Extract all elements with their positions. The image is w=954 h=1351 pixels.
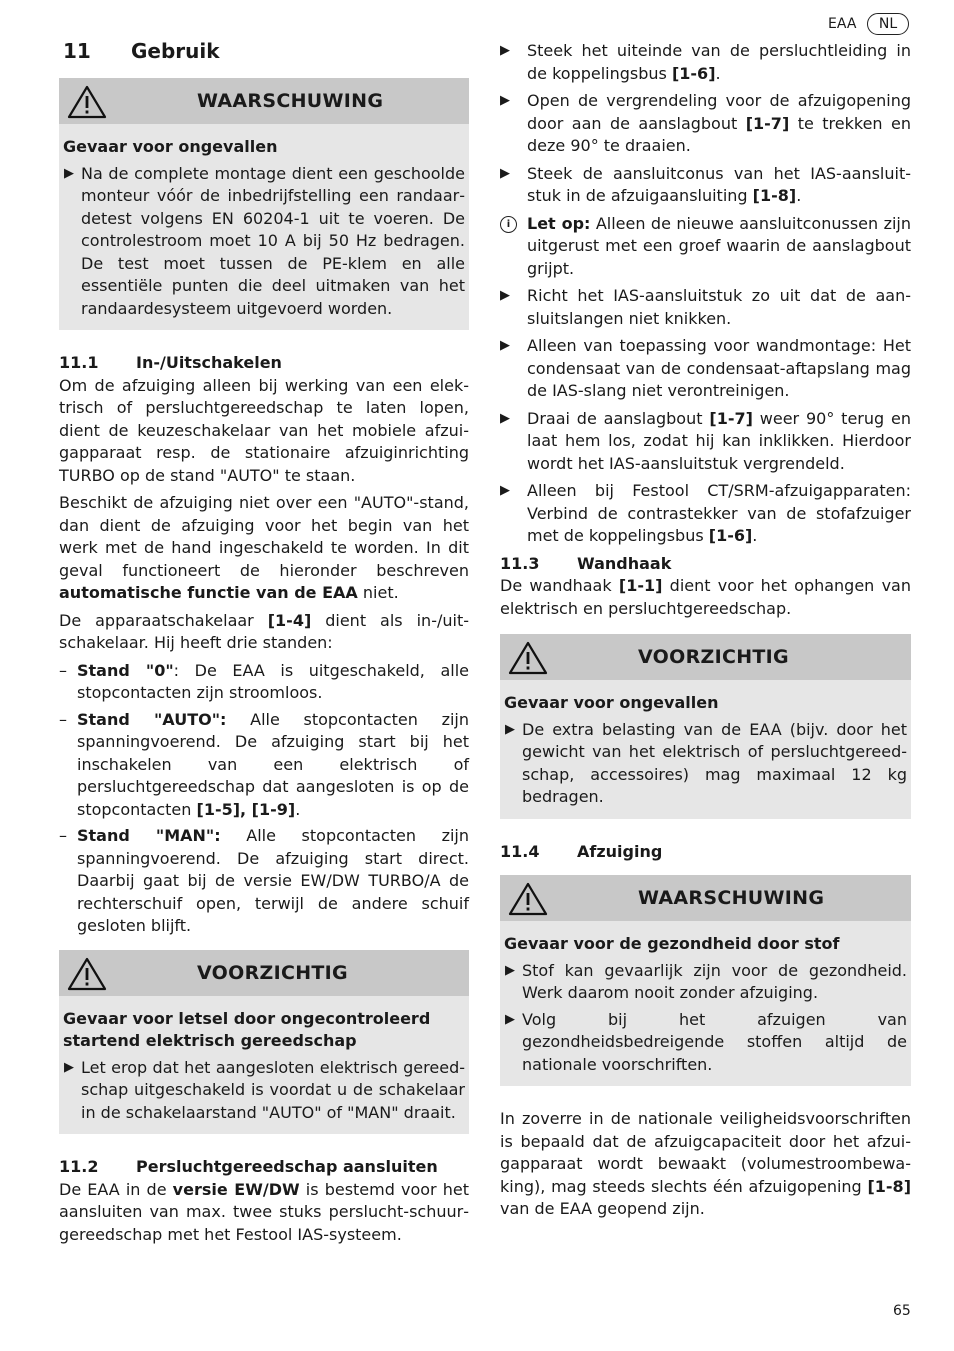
text-run-bold: [1-1]: [618, 576, 663, 595]
text-run: Open de vergrendeling voor de afzuigopening door aan de aanslagbout: [527, 91, 911, 133]
text-run: De EAA in de: [59, 1179, 173, 1199]
caution-box-accidents: [500, 634, 911, 819]
text-run: te trekken en deze 90° te draaien.: [527, 113, 911, 155]
list-item-text: De extra belasting van de EAA (bijv. door het gewicht van het elektrisch of persluchtgereedschap, accessoires) mag maximaal 12 kg bedragen.: [522, 719, 907, 806]
triangle-right-icon: ▶: [500, 288, 510, 303]
left-column: [59, 38, 469, 1251]
caution-subtitle: Gevaar voor letsel door ongecontroleerd startend elektrisch gereedschap: [63, 1008, 431, 1050]
section-number: 11.4: [500, 841, 540, 861]
text-run: dient als in-/uitschakelaar. Hij heeft drie standen:: [59, 610, 470, 652]
warning-box-body: [59, 124, 469, 330]
warning-box-header: [500, 875, 911, 921]
section-number: 11.2: [59, 1157, 99, 1176]
list-item: [500, 40, 911, 85]
triangle-right-icon: ▶: [500, 338, 510, 353]
warning-box-body: [500, 921, 911, 1086]
text-run: weer 90° terug en laat hem los, zodat hij kan inklikken. Hierdoor wordt het IAS-aansluitstuk vergrendeld.: [527, 408, 912, 473]
warning-box-header: [59, 78, 469, 124]
list-item: [504, 719, 907, 809]
text-run-bold: [1-4]: [267, 610, 312, 630]
text-run: De apparaatschakelaar: [59, 610, 268, 630]
section-heading-11: [59, 40, 469, 66]
text-run: Alleen bij Festool CT/SRM-afzuigapparaten: Verbind de contrastekker van de stofafzuiger met de koppelingsbus: [527, 481, 911, 545]
dash-marker: –: [59, 660, 67, 680]
text-run: .: [295, 799, 301, 819]
note-item: [500, 213, 911, 281]
warning-triangle-icon: [67, 957, 107, 991]
section-number: 11.3: [500, 553, 540, 573]
warning-title: WAARSCHUWING: [638, 887, 825, 909]
warning-triangle-icon: [67, 85, 107, 119]
text-run-bold: Stand "0": [77, 660, 174, 680]
section-heading-11-1: [59, 352, 469, 375]
warning-triangle-icon: [508, 641, 548, 675]
right-column: [500, 40, 911, 1226]
text-run-bold: [1-7]: [709, 408, 753, 428]
triangle-right-icon: ▶: [500, 93, 510, 108]
text-run: In zoverre in de nationale veiligheidsvoorschriften is bepaald dat de afzuigcapaciteit door het afzuigapparaat wordt bewaakt (volumestroombewaking), mag steeds slechts één afzuigopening: [500, 1109, 911, 1196]
dash-item: [59, 709, 469, 822]
triangle-right-icon: ▶: [505, 1011, 515, 1027]
text-run: Steek de aansluitconus van het IAS-aansluitstuk in de afzuigaansluiting: [527, 163, 911, 205]
triangle-right-icon: ▶: [505, 962, 515, 978]
warning-subtitle: Gevaar voor ongevallen: [63, 137, 278, 156]
list-item: [500, 163, 911, 208]
paragraph: [59, 1179, 469, 1247]
caution-box-body: [500, 680, 911, 819]
section-heading-11-2: [59, 1156, 469, 1179]
list-item: [63, 1057, 465, 1125]
text-run-bold: [1-5], [1-9]: [196, 799, 296, 819]
triangle-right-icon: ▶: [500, 43, 510, 58]
warning-subtitle: Gevaar voor de gezondheid door stof: [504, 934, 840, 953]
text-run-bold: [1-7]: [745, 113, 790, 133]
warning-triangle-icon: [508, 882, 548, 916]
triangle-right-icon: ▶: [500, 165, 510, 181]
header-product: EAA: [828, 16, 857, 32]
page-number: 65: [893, 1303, 911, 1319]
triangle-right-icon: ▶: [500, 483, 510, 498]
info-icon: i: [500, 216, 517, 233]
text-run: dient voor het ophangen van elektrisch en persluchtgereedschap.: [500, 576, 911, 618]
text-run: .: [796, 186, 802, 205]
section-title: Wandhaak: [577, 553, 672, 573]
text-run-bold: [1-8]: [867, 1176, 911, 1196]
list-item-text: Na de complete montage dient een geschoolde monteur vóór de inbedrijfstelling een randaardetest volgens EN 60204-1 uit te voeren. De controlestroom moet 10 A bij 50 Hz bedragen. De test moet tussen de PE-klem en alle essentiële punten die deel uitmaken van het randaardesysteem uitgevoerd worden.: [81, 163, 465, 318]
triangle-right-icon: ▶: [64, 165, 74, 181]
dash-item: [59, 825, 469, 938]
list-item: [500, 480, 911, 548]
caution-box-header: [500, 634, 911, 680]
text-run: .: [752, 526, 758, 545]
section-heading-11-3: [500, 553, 911, 576]
text-run: is bestemd voor het aansluiten van max. twee stuks perslucht-schuurgereedschap met het Festool IAS-systeem.: [59, 1179, 470, 1244]
paragraph: [59, 610, 469, 655]
dash-item: [59, 660, 469, 705]
caution-box-injury: [59, 950, 469, 1135]
list-item-text: Stof kan gevaarlijk zijn voor de gezondheid. Werk daarom nooit zonder afzuiging.: [522, 960, 907, 1002]
text-run: niet.: [357, 583, 399, 602]
text-run: Alleen de nieuwe aansluitconussen zijn uitgerust met een groef waarin de aanslagbout grijpt.: [527, 213, 912, 278]
list-item: [504, 1009, 907, 1077]
triangle-right-icon: ▶: [505, 721, 515, 737]
text-run: van de EAA geopend zijn.: [500, 1199, 705, 1218]
text-run: Steek het uiteinde van de persluchtleiding in de koppelingsbus: [527, 41, 911, 83]
section-title: Afzuiging: [577, 841, 663, 861]
triangle-right-icon: ▶: [64, 1059, 74, 1075]
list-item: [63, 163, 465, 321]
section-title: In-/Uitschakelen: [136, 353, 282, 372]
paragraph: Om de afzuiging alleen bij werking van een elektrisch of persluchtgereedschap te laten lopen, dient de keuzeschakelaar van het mobiele afzuigapparaat resp. de stationaire afzuiginrichting TURBO op de stand "AUTO" te staan.: [59, 375, 469, 485]
text-run: Alle stopcontacten zijn spanningvoerend. De afzuiging start bij het inschakelen van een elektrisch of persluchtgereedschap dat aangesloten is op de stopcontacten: [77, 709, 470, 819]
text-run: De wandhaak: [500, 576, 619, 595]
text-run-bold: [1-8]: [752, 186, 797, 205]
list-item: [504, 960, 907, 1005]
text-run-bold: Stand "AUTO":: [77, 709, 227, 729]
text-run: Beschikt de afzuiging niet over een "AUTO"-stand, dan dient de afzuiging voor het begin van het werk met de hand ingeschakeld te worden. In dit geval functioneert de hieronder beschreven: [59, 493, 469, 580]
list-item: [500, 335, 911, 403]
caution-subtitle: Gevaar voor ongevallen: [504, 693, 719, 712]
text-run-bold: versie EW/DW: [172, 1179, 300, 1199]
text-run: Richt het IAS-aansluitstuk zo uit dat de aansluitslangen niet knikken.: [527, 286, 911, 328]
section-heading-11-4: [500, 841, 911, 864]
warning-title: WAARSCHUWING: [197, 90, 384, 112]
dash-marker: –: [59, 826, 67, 845]
paragraph: [59, 492, 469, 605]
paragraph: [500, 575, 911, 620]
list-item: [500, 90, 911, 158]
section-number: 11: [63, 39, 91, 63]
caution-box-header: [59, 950, 469, 996]
text-run-bold: automatische functie van de EAA: [59, 583, 358, 602]
text-run: Alle stopcontacten zijn spanningvoerend. De afzuiging start direct. Daarbij gaat bij de versie EW/DW TURBO/A de rechterschuif open, terwijl de andere schuif gesloten blijft.: [77, 826, 469, 935]
text-run: Draai de aanslagbout: [527, 408, 710, 428]
caution-title: VOORZICHTIG: [197, 961, 348, 984]
section-number: 11.1: [59, 353, 99, 372]
text-run-bold: Stand "MAN":: [77, 826, 221, 845]
text-run: Alleen van toepassing voor wandmontage: Het condensaat van de condensaat-aftapslang mag de IAS-slang niet verontreinigen.: [527, 336, 911, 400]
text-run: .: [715, 63, 721, 83]
caution-box-body: [59, 996, 469, 1135]
dash-marker: –: [59, 709, 67, 729]
list-item: [500, 285, 911, 330]
language-badge: NL: [867, 13, 909, 35]
text-run-bold: [1-6]: [708, 526, 753, 545]
triangle-right-icon: ▶: [500, 410, 510, 426]
list-item: [500, 408, 911, 476]
paragraph: [500, 1108, 911, 1221]
text-run-bold: [1-6]: [671, 63, 716, 83]
section-title: Persluchtgereedschap aansluiten: [136, 1157, 438, 1176]
warning-box-dust: [500, 875, 911, 1086]
section-title: Gebruik: [131, 39, 220, 63]
text-run: : De EAA is uitgeschakeld, alle stopcontacten zijn stroomloos.: [77, 660, 469, 702]
list-item-text: Volg bij het afzuigen van gezondheidsbedreigende stoffen altijd de nationale voorschriften.: [522, 1009, 907, 1074]
caution-title: VOORZICHTIG: [638, 646, 789, 668]
warning-box-accidents: [59, 78, 469, 330]
text-run-bold: Let op:: [527, 213, 591, 233]
list-item-text: Let erop dat het aangesloten elektrisch gereedschap uitgeschakeld is voordat u de schakelaar in de schakelaarstand "AUTO" of "MAN" draait.: [81, 1057, 465, 1122]
